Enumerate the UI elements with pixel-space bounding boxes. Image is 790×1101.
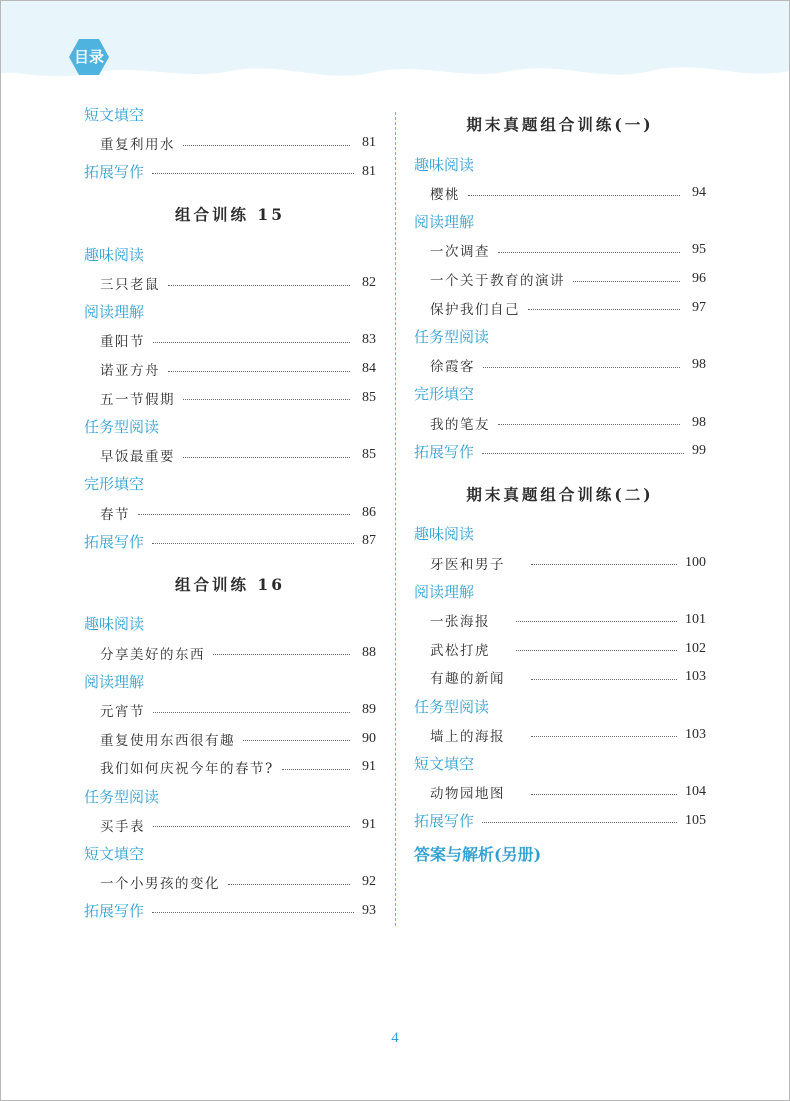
entry-title: 动物园地图: [430, 786, 505, 803]
entry-title: 徐霞客: [430, 359, 475, 376]
entry-page: 85: [362, 447, 376, 463]
category-heading: 趣味阅读: [414, 155, 475, 174]
toc-entry[interactable]: [414, 806, 706, 835]
entry-page: 91: [362, 816, 376, 832]
entry-page: 96: [692, 271, 706, 287]
toc-entry[interactable]: [84, 355, 376, 384]
entry-title: 买手表: [100, 818, 145, 835]
dot-leader: [152, 543, 354, 544]
category-heading: 短文填空: [84, 105, 145, 124]
dot-leader: [168, 371, 350, 372]
toc-entry[interactable]: [414, 236, 706, 265]
toc-right-column: [414, 100, 706, 871]
toc-entry[interactable]: [84, 897, 376, 926]
toc-entry[interactable]: [84, 810, 376, 839]
dot-leader: [183, 145, 350, 146]
toc-entry[interactable]: [84, 326, 376, 355]
dot-leader: [183, 399, 350, 400]
entry-page: 97: [692, 299, 706, 315]
entry-page: 83: [362, 332, 376, 348]
category-heading: 任务型阅读: [414, 327, 490, 346]
dot-leader: [531, 679, 677, 680]
entry-title: 我们如何庆祝今年的春节?: [100, 761, 274, 778]
category-heading: 趣味阅读: [414, 525, 475, 544]
category-heading: 短文填空: [414, 754, 475, 773]
dot-leader: [168, 285, 350, 286]
dot-leader: [153, 826, 350, 827]
entry-title: 一个小男孩的变化: [100, 876, 220, 893]
section-title: 组合训练 15: [175, 205, 285, 225]
entry-title: 一张海报: [430, 613, 490, 630]
category-heading: 完形填空: [84, 475, 145, 494]
entry-page: 82: [362, 275, 376, 291]
category-heading: 任务型阅读: [84, 787, 160, 806]
dot-leader: [498, 252, 680, 253]
category-heading: 拓展写作: [414, 442, 475, 461]
dot-leader: [243, 740, 350, 741]
entry-page: 103: [685, 669, 706, 685]
toc-entry[interactable]: [414, 720, 706, 749]
toc-entry[interactable]: [414, 778, 706, 807]
category-heading: 任务型阅读: [414, 697, 490, 716]
entry-page: 92: [362, 874, 376, 890]
toc-entry[interactable]: [84, 129, 376, 158]
entry-page: 104: [685, 784, 706, 800]
toc-entry[interactable]: [84, 384, 376, 413]
toc-entry[interactable]: [414, 548, 706, 577]
entry-page: 93: [362, 902, 376, 918]
entry-title: 三只老鼠: [100, 277, 160, 294]
category-heading: 拓展写作: [84, 902, 145, 921]
contents-badge-label: 目录: [73, 48, 104, 66]
entry-page: 94: [692, 185, 706, 201]
dot-leader: [528, 309, 680, 310]
toc-entry[interactable]: [414, 265, 706, 294]
dot-leader: [153, 712, 350, 713]
entry-page: 85: [362, 389, 376, 405]
category-heading: 阅读理解: [414, 582, 475, 601]
entry-title: 诺亚方舟: [100, 363, 160, 380]
toc-entry[interactable]: [84, 527, 376, 556]
dot-leader: [138, 514, 350, 515]
entry-title: 五一节假期: [100, 391, 175, 408]
toc-entry[interactable]: [84, 696, 376, 725]
entry-title: 早饭最重要: [100, 449, 175, 466]
toc-entry[interactable]: [84, 498, 376, 527]
dot-leader: [516, 650, 677, 651]
category-heading: 阅读理解: [84, 672, 145, 691]
toc-entry[interactable]: [414, 663, 706, 692]
entry-title: 墙上的海报: [430, 728, 505, 745]
toc-entry[interactable]: [84, 753, 376, 782]
header-wave-band: [1, 1, 789, 91]
entry-page: 98: [692, 357, 706, 373]
dot-leader: [282, 769, 350, 770]
page-number: 4: [391, 1030, 399, 1046]
category-heading: 拓展写作: [414, 812, 475, 831]
entry-title: 一个关于教育的演讲: [430, 273, 565, 290]
answer-key-link[interactable]: 答案与解析(另册): [414, 844, 542, 864]
entry-title: 保护我们自己: [430, 301, 520, 318]
toc-entry[interactable]: [84, 269, 376, 298]
dot-leader: [152, 912, 354, 913]
dot-leader: [228, 884, 350, 885]
toc-entry[interactable]: [84, 724, 376, 753]
dot-leader: [573, 281, 680, 282]
category-heading: 完形填空: [414, 385, 475, 404]
entry-page: 88: [362, 644, 376, 660]
entry-page: 100: [685, 554, 706, 570]
entry-title: 分享美好的东西: [100, 646, 205, 663]
entry-page: 105: [685, 812, 706, 828]
category-heading: 阅读理解: [84, 303, 145, 322]
toc-entry[interactable]: [84, 441, 376, 470]
entry-title: 一次调查: [430, 244, 490, 261]
dot-leader: [468, 195, 680, 196]
toc-entry[interactable]: [414, 606, 706, 635]
toc-entry[interactable]: [414, 179, 706, 208]
entry-page: 86: [362, 504, 376, 520]
category-heading: 短文填空: [84, 844, 145, 863]
category-heading: 阅读理解: [414, 213, 475, 232]
dot-leader: [531, 564, 677, 565]
entry-title: 牙医和男子: [430, 556, 505, 573]
entry-title: 樱桃: [430, 187, 460, 204]
entry-page: 91: [362, 759, 376, 775]
dot-leader: [483, 367, 680, 368]
dot-leader: [498, 424, 680, 425]
entry-page: 101: [685, 611, 706, 627]
entry-page: 95: [692, 242, 706, 258]
dot-leader: [516, 621, 677, 622]
section-title: 组合训练 16: [175, 574, 285, 594]
toc-entry[interactable]: [414, 351, 706, 380]
dot-leader: [153, 342, 350, 343]
entry-page: 98: [692, 414, 706, 430]
entry-title: 重复使用东西很有趣: [100, 732, 235, 749]
entry-page: 81: [362, 135, 376, 151]
entry-page: 84: [362, 361, 376, 377]
entry-page: 102: [685, 640, 706, 656]
entry-page: 89: [362, 702, 376, 718]
section-title: 期末真题组合训练(二): [466, 484, 654, 504]
entry-title: 重复利用水: [100, 137, 175, 154]
dot-leader: [152, 173, 354, 174]
entry-title: 我的笔友: [430, 416, 490, 433]
toc-entry[interactable]: [414, 634, 706, 663]
toc-entry[interactable]: [84, 638, 376, 667]
dot-leader: [531, 736, 677, 737]
entry-page: 99: [692, 443, 706, 459]
column-divider: [395, 112, 396, 926]
entry-title: 元宵节: [100, 704, 145, 721]
dot-leader: [213, 654, 350, 655]
dot-leader: [482, 453, 684, 454]
dot-leader: [482, 822, 677, 823]
entry-title: 有趣的新闻: [430, 671, 505, 688]
toc-left-column: [84, 100, 376, 925]
dot-leader: [183, 457, 350, 458]
toc-entry[interactable]: [84, 868, 376, 897]
category-heading: 拓展写作: [84, 532, 145, 551]
entry-title: 春节: [100, 506, 130, 523]
section-title: 期末真题组合训练(一): [466, 115, 654, 134]
category-heading: 趣味阅读: [84, 245, 145, 264]
toc-entry[interactable]: [414, 437, 706, 466]
dot-leader: [531, 794, 677, 795]
toc-entry[interactable]: [84, 157, 376, 186]
entry-title: 武松打虎: [430, 642, 490, 659]
category-heading: 拓展写作: [84, 163, 145, 182]
entry-page: 90: [362, 730, 376, 746]
category-heading: 任务型阅读: [84, 418, 160, 437]
entry-page: 103: [685, 726, 706, 742]
entry-page: 81: [362, 163, 376, 179]
toc-entry[interactable]: [414, 408, 706, 437]
entry-page: 87: [362, 533, 376, 549]
entry-title: 重阳节: [100, 334, 145, 351]
toc-entry[interactable]: [414, 293, 706, 322]
category-heading: 趣味阅读: [84, 615, 145, 634]
